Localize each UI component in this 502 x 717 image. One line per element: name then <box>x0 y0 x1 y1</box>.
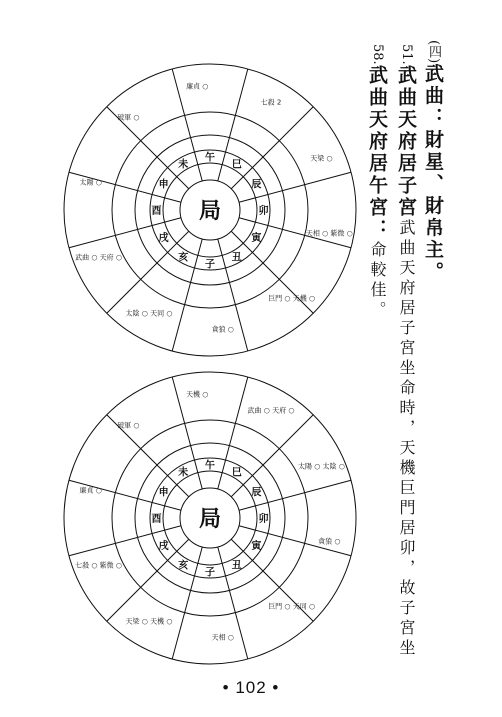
section-number: (四) <box>426 40 441 64</box>
chart-bottom-spoke <box>107 539 189 621</box>
chart-top-branch-label: 亥 <box>178 252 189 264</box>
chart-top-star-label: 天梁 ○ <box>310 154 333 163</box>
chart-top-branch-label: 午 <box>205 152 215 164</box>
chart-top-star-label: 七殺 2 <box>260 98 282 107</box>
page-number: • 102 • <box>222 678 280 697</box>
chart-bottom-star-label: 天機 ○ <box>186 390 209 399</box>
chart-bottom-branch-label: 申 <box>158 487 169 499</box>
chart-bottom-branch-label: 戌 <box>158 540 169 552</box>
chart-top-center-label: 局 <box>198 198 222 224</box>
text-column-3 <box>364 44 391 321</box>
chart-top-branch-label: 戌 <box>158 232 169 244</box>
item-number-58: 58. <box>370 44 385 65</box>
chart-top-star-label: 巨門 ○ 天機 ○ <box>268 294 316 303</box>
chart-top-star-label: 貪狼 ○ <box>211 325 234 334</box>
chart-top-branch-label: 巳 <box>231 159 242 171</box>
chart-bottom-branch-label: 卯 <box>258 514 269 525</box>
chart-bottom <box>60 368 360 668</box>
chart-top-spoke <box>107 231 189 313</box>
chart-bottom-star-label: 天梁 ○ 天機 ○ <box>125 617 173 626</box>
chart-bottom-branch-label: 午 <box>205 460 215 472</box>
chart-top-svg <box>60 60 360 360</box>
chart-bottom-branch-label: 辰 <box>251 487 262 499</box>
chart-top-star-label: 廉貞 ○ <box>186 82 209 91</box>
chart-top-branch-label: 丑 <box>231 252 242 264</box>
chart-top-star-label: 太陰 ○ 天同 ○ <box>125 309 173 318</box>
chart-bottom-svg <box>60 368 360 668</box>
text-column-1 <box>420 40 447 283</box>
chart-bottom-branch-label: 巳 <box>231 467 242 479</box>
chart-top-branch-label: 辰 <box>251 179 262 191</box>
chart-bottom-branch-label: 酉 <box>151 514 162 525</box>
chart-bottom-star-label: 廉貞 ○ <box>79 486 102 495</box>
chart-top-star-label: 太陽 ○ <box>79 178 102 187</box>
chart-bottom-spoke <box>231 415 313 497</box>
chart-bottom-star-label: 巨門 ○ 天同 ○ <box>268 602 316 611</box>
chart-bottom-center-label: 局 <box>198 506 222 532</box>
chart-top-spoke <box>231 107 313 189</box>
chart-top-branch-label: 子 <box>205 259 215 271</box>
section-heading: 武曲：財星、財帛主。 <box>422 63 444 284</box>
item-body-58: 命較佳。 <box>368 240 387 321</box>
chart-top-branch-label: 酉 <box>151 206 162 217</box>
chart-top-branch-label: 未 <box>178 159 189 171</box>
chart-bottom-star-label: 七殺 ○ 紫微 ○ <box>75 561 123 570</box>
chart-top-branch-label: 申 <box>158 179 169 191</box>
item-heading-51: 武曲天府居子宮 <box>395 64 417 219</box>
chart-bottom-branch-label: 寅 <box>251 540 262 552</box>
chart-bottom-star-label: 太陽 ○ 太陰 ○ <box>297 462 345 471</box>
chart-top <box>60 60 360 360</box>
chart-top-star-label: 破軍 ○ <box>117 113 140 122</box>
chart-bottom-branch-label: 丑 <box>231 560 242 572</box>
text-column-2 <box>393 44 420 659</box>
chart-bottom-star-label: 武曲 ○ 天府 ○ <box>247 406 295 415</box>
chart-bottom-star-label: 破軍 ○ <box>117 421 140 430</box>
item-number-51: 51. <box>399 44 414 65</box>
chart-top-star-label: 天相 ○ 紫微 ○ <box>305 229 353 238</box>
item-body-51: 武曲天府居子宮坐命時，天機巨門居卯，故子宮坐 <box>397 218 416 659</box>
chart-bottom-branch-label: 子 <box>205 567 215 579</box>
item-heading-58: 武曲天府居午宮： <box>366 64 388 241</box>
chart-top-branch-label: 卯 <box>258 206 269 217</box>
chart-bottom-star-label: 天相 ○ <box>211 633 234 642</box>
chart-bottom-branch-label: 亥 <box>178 560 189 572</box>
chart-top-star-label: 武曲 ○ 天府 ○ <box>75 253 123 262</box>
chart-bottom-branch-label: 未 <box>178 467 189 479</box>
chart-top-branch-label: 寅 <box>251 232 262 244</box>
chart-bottom-star-label: 貪狼 ○ <box>318 537 341 546</box>
